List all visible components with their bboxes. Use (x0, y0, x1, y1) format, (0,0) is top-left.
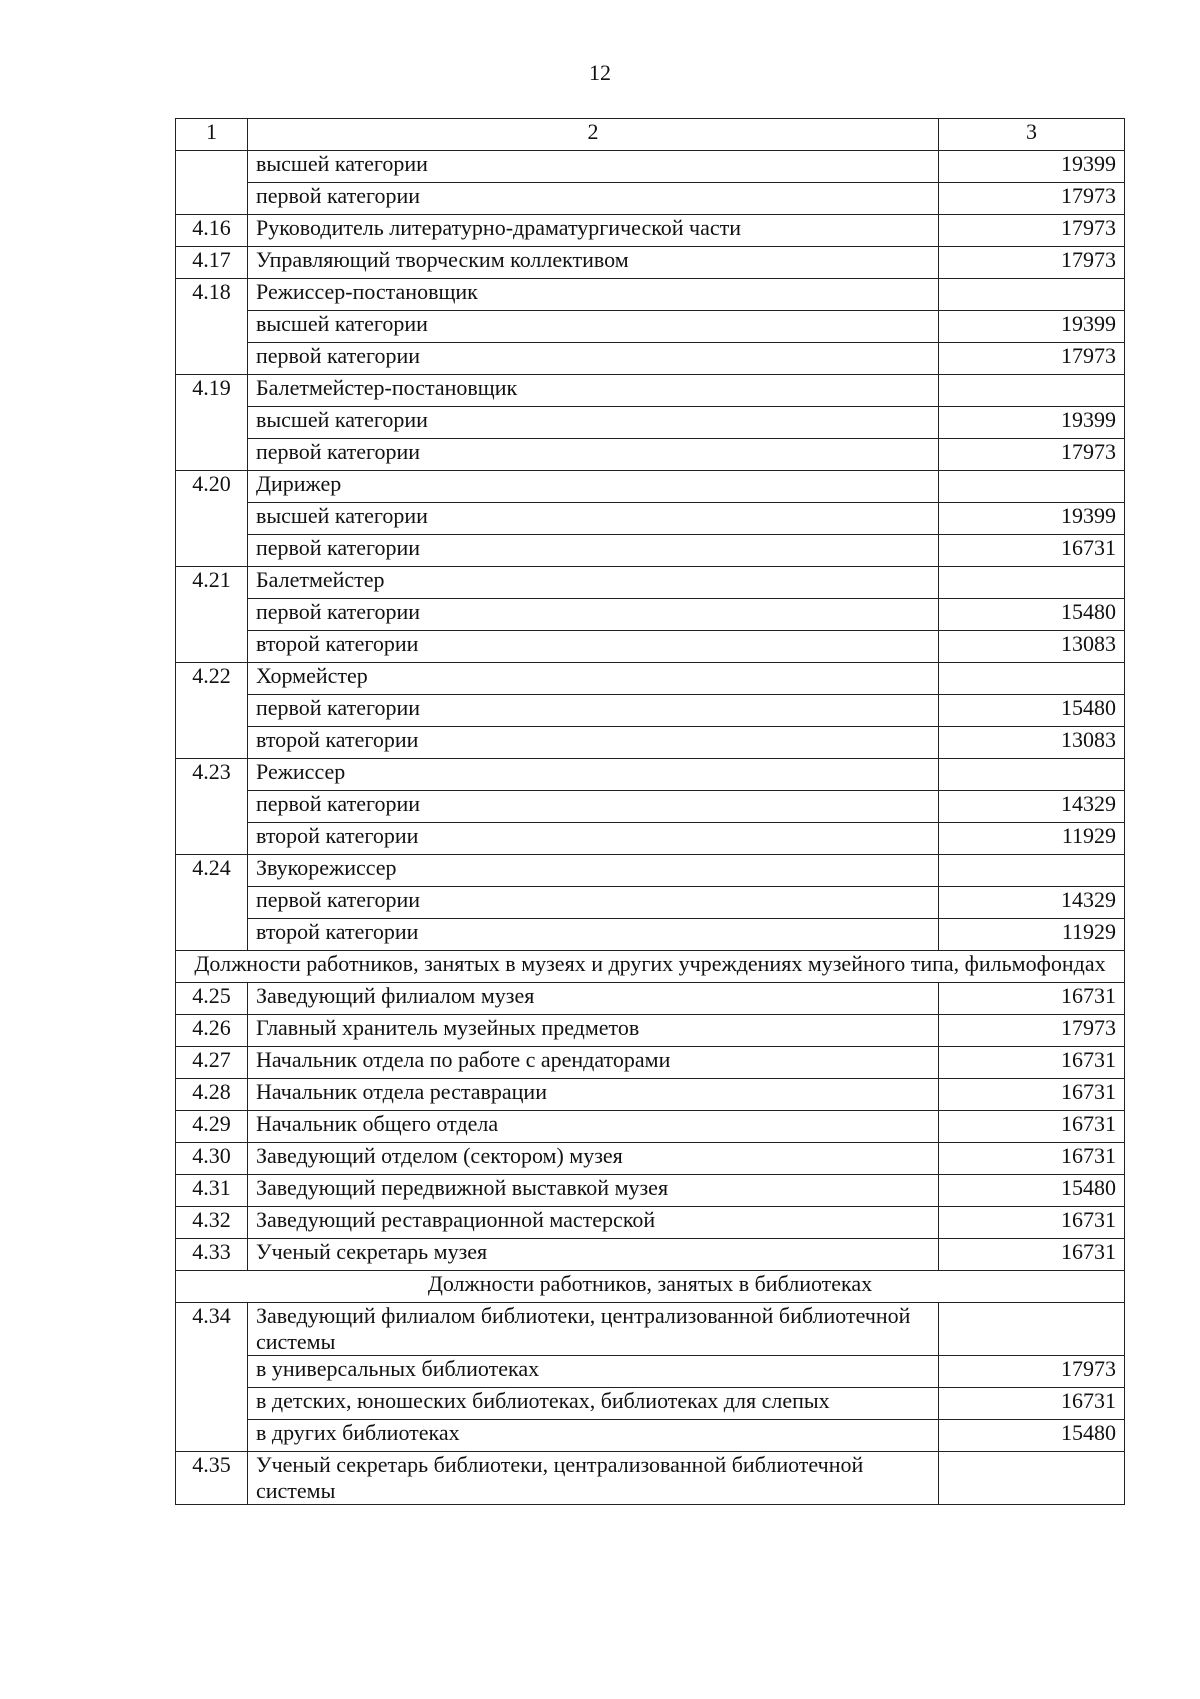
position-name: Заведующий филиалом библиотеки, централизованной библиотечной системы (248, 1303, 939, 1356)
table-row (176, 663, 1125, 695)
salary-value: 17973 (939, 247, 1125, 279)
table-row (176, 471, 1125, 503)
table-row (176, 631, 1125, 663)
subcategory-name: первой категории (248, 183, 939, 215)
salary-value: 15480 (939, 1175, 1125, 1207)
salary-value: 16731 (939, 1047, 1125, 1079)
position-name: Звукорежиссер (248, 855, 939, 887)
salary-value: 15480 (939, 1420, 1125, 1452)
salary-value (939, 1452, 1125, 1505)
salary-value (939, 279, 1125, 311)
position-name: Управляющий творческим коллективом (248, 247, 939, 279)
position-name: Главный хранитель музейных предметов (248, 1015, 939, 1047)
salary-value: 17973 (939, 1015, 1125, 1047)
row-number: 4.18 (176, 279, 248, 375)
salary-value: 17973 (939, 343, 1125, 375)
position-name: Начальник отдела реставрации (248, 1079, 939, 1111)
salary-value: 16731 (939, 1207, 1125, 1239)
section-row (176, 1271, 1125, 1303)
salary-value: 13083 (939, 631, 1125, 663)
table-row (176, 279, 1125, 311)
subcategory-name: в универсальных библиотеках (248, 1356, 939, 1388)
table-row (176, 599, 1125, 631)
position-name: Заведующий отделом (сектором) музея (248, 1143, 939, 1175)
table-row (176, 919, 1125, 951)
row-number: 4.20 (176, 471, 248, 567)
salary-value: 16731 (939, 1388, 1125, 1420)
row-number: 4.30 (176, 1143, 248, 1175)
section-title: Должности работников, занятых в библиотеках (176, 1271, 1125, 1303)
salary-value: 17973 (939, 439, 1125, 471)
subcategory-name: высшей категории (248, 151, 939, 183)
table-row (176, 183, 1125, 215)
subcategory-name: высшей категории (248, 311, 939, 343)
salary-value: 15480 (939, 695, 1125, 727)
row-number: 4.16 (176, 215, 248, 247)
table-row (176, 887, 1125, 919)
subcategory-name: первой категории (248, 439, 939, 471)
subcategory-name: высшей категории (248, 503, 939, 535)
table-row (176, 1420, 1125, 1452)
subcategory-name: первой категории (248, 535, 939, 567)
salary-table-body (176, 119, 1125, 1505)
row-number: 4.25 (176, 983, 248, 1015)
position-name: Начальник отдела по работе с арендаторами (248, 1047, 939, 1079)
header-col-1: 1 (176, 119, 248, 151)
subcategory-name: первой категории (248, 791, 939, 823)
table-row (176, 1047, 1125, 1079)
table-row (176, 407, 1125, 439)
salary-value (939, 471, 1125, 503)
position-name: Балетмейстер-постановщик (248, 375, 939, 407)
table-row (176, 727, 1125, 759)
row-number: 4.17 (176, 247, 248, 279)
salary-value: 14329 (939, 791, 1125, 823)
salary-value (939, 1303, 1125, 1356)
table-row (176, 151, 1125, 183)
salary-value: 16731 (939, 535, 1125, 567)
header-col-2: 2 (248, 119, 939, 151)
salary-value: 11929 (939, 919, 1125, 951)
position-name: Заведующий реставрационной мастерской (248, 1207, 939, 1239)
section-row (176, 951, 1125, 983)
salary-value (939, 663, 1125, 695)
salary-value: 17973 (939, 183, 1125, 215)
position-name: Руководитель литературно-драматургической части (248, 215, 939, 247)
salary-value: 16731 (939, 1111, 1125, 1143)
salary-value: 15480 (939, 599, 1125, 631)
salary-value (939, 567, 1125, 599)
salary-value: 13083 (939, 727, 1125, 759)
row-number: 4.24 (176, 855, 248, 951)
table-row (176, 375, 1125, 407)
subcategory-name: первой категории (248, 599, 939, 631)
position-name: Ученый секретарь библиотеки, централизованной библиотечной системы (248, 1452, 939, 1505)
row-number: 4.26 (176, 1015, 248, 1047)
subcategory-name: первой категории (248, 887, 939, 919)
salary-value: 19399 (939, 407, 1125, 439)
subcategory-name: первой категории (248, 695, 939, 727)
salary-value: 19399 (939, 311, 1125, 343)
table-row (176, 439, 1125, 471)
table-row (176, 983, 1125, 1015)
row-number: 4.35 (176, 1452, 248, 1505)
row-number: 4.32 (176, 1207, 248, 1239)
position-name: Режиссер-постановщик (248, 279, 939, 311)
table-row (176, 567, 1125, 599)
table-row (176, 791, 1125, 823)
position-name: Дирижер (248, 471, 939, 503)
subcategory-name: первой категории (248, 343, 939, 375)
table-row (176, 311, 1125, 343)
subcategory-name: второй категории (248, 823, 939, 855)
table-row (176, 1079, 1125, 1111)
table-row (176, 1388, 1125, 1420)
row-number: 4.31 (176, 1175, 248, 1207)
subcategory-name: второй категории (248, 631, 939, 663)
salary-value: 16731 (939, 1143, 1125, 1175)
salary-value (939, 855, 1125, 887)
salary-value: 16731 (939, 983, 1125, 1015)
table-row (176, 247, 1125, 279)
table-row (176, 1452, 1125, 1505)
salary-value: 14329 (939, 887, 1125, 919)
row-number: 4.27 (176, 1047, 248, 1079)
row-number: 4.23 (176, 759, 248, 855)
salary-value: 17973 (939, 1356, 1125, 1388)
row-number: 4.21 (176, 567, 248, 663)
position-name: Заведующий передвижной выставкой музея (248, 1175, 939, 1207)
table-row (176, 823, 1125, 855)
table-row (176, 343, 1125, 375)
table-row (176, 695, 1125, 727)
table-row (176, 1303, 1125, 1356)
table-row (176, 1111, 1125, 1143)
table-row (176, 1175, 1125, 1207)
row-number: 4.34 (176, 1303, 248, 1452)
subcategory-name: в детских, юношеских библиотеках, библиотеках для слепых (248, 1388, 939, 1420)
position-name: Заведующий филиалом музея (248, 983, 939, 1015)
table-row (176, 1015, 1125, 1047)
position-name: Ученый секретарь музея (248, 1239, 939, 1271)
table-row (176, 503, 1125, 535)
salary-value: 17973 (939, 215, 1125, 247)
salary-table (175, 118, 1125, 1505)
position-name: Начальник общего отдела (248, 1111, 939, 1143)
row-number: 4.29 (176, 1111, 248, 1143)
subcategory-name: высшей категории (248, 407, 939, 439)
salary-value: 16731 (939, 1079, 1125, 1111)
table-row (176, 215, 1125, 247)
row-number-empty (176, 151, 248, 215)
position-name: Хормейстер (248, 663, 939, 695)
table-row (176, 855, 1125, 887)
section-title: Должности работников, занятых в музеях и других учреждениях музейного типа, фильмофондах (176, 951, 1125, 983)
row-number: 4.33 (176, 1239, 248, 1271)
table-header-row (176, 119, 1125, 151)
position-name: Режиссер (248, 759, 939, 791)
table-row (176, 1207, 1125, 1239)
row-number: 4.28 (176, 1079, 248, 1111)
table-row (176, 1239, 1125, 1271)
salary-value: 11929 (939, 823, 1125, 855)
salary-value (939, 759, 1125, 791)
subcategory-name: второй категории (248, 919, 939, 951)
row-number: 4.19 (176, 375, 248, 471)
header-col-3: 3 (939, 119, 1125, 151)
salary-value: 19399 (939, 503, 1125, 535)
table-row (176, 1356, 1125, 1388)
subcategory-name: второй категории (248, 727, 939, 759)
table-row (176, 535, 1125, 567)
salary-value (939, 375, 1125, 407)
subcategory-name: в других библиотеках (248, 1420, 939, 1452)
row-number: 4.22 (176, 663, 248, 759)
position-name: Балетмейстер (248, 567, 939, 599)
salary-value: 16731 (939, 1239, 1125, 1271)
table-row (176, 1143, 1125, 1175)
salary-value: 19399 (939, 151, 1125, 183)
table-row (176, 759, 1125, 791)
page-number: 12 (589, 60, 611, 85)
